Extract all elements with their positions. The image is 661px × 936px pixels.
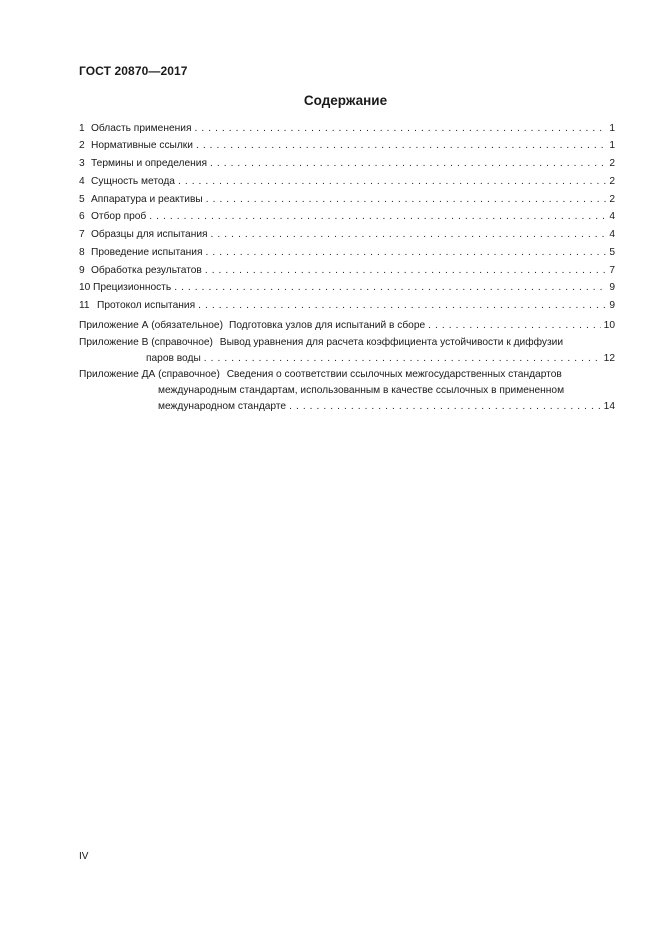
toc-entry-number: 10	[79, 282, 91, 293]
toc-appendix-da-line-2	[158, 385, 564, 397]
toc-title: Содержание	[303, 93, 388, 108]
toc-entry-page: 7	[609, 265, 615, 276]
toc-entry-number: 9	[79, 265, 85, 276]
toc-entry-2[interactable]	[79, 140, 615, 152]
appendix-prefix: Приложение ДА (справочное)	[79, 369, 220, 380]
toc-entry-label: Прецизионность	[93, 282, 172, 293]
toc-entry-number: 3	[79, 158, 85, 169]
toc-entry-number: 1	[79, 123, 85, 134]
appendix-prefix: Приложение А (обязательное)	[79, 320, 223, 331]
toc-entry-8[interactable]	[79, 247, 615, 259]
toc-leader-dots	[174, 282, 606, 294]
toc-entry-page: 4	[609, 211, 615, 222]
appendix-prefix: Приложение В (справочное)	[79, 337, 213, 348]
toc-entry-9[interactable]	[79, 265, 615, 277]
toc-entry-3[interactable]	[79, 158, 615, 170]
toc-entry-page: 1	[609, 140, 615, 151]
toc-entry-5[interactable]	[79, 194, 615, 206]
toc-leader-dots	[198, 300, 606, 312]
toc-entry-number: 7	[79, 229, 85, 240]
toc-entry-label: Отбор проб	[91, 211, 147, 222]
toc-entry-number: 2	[79, 140, 85, 151]
toc-entry-number: 11	[79, 300, 90, 311]
toc-entry-label: Область применения	[91, 123, 192, 134]
toc-entry-page: 9	[609, 282, 615, 293]
toc-entry-page: 2	[609, 158, 615, 169]
toc-leader-dots	[289, 401, 601, 413]
appendix-title: Вывод уравнения для расчета коэффициента устойчивости к диффузии	[219, 337, 564, 348]
toc-leader-dots	[205, 265, 607, 277]
toc-appendix-b-line-2[interactable]	[146, 353, 615, 365]
appendix-title-continuation: международном стандарте	[158, 401, 287, 412]
toc-entry-7[interactable]	[79, 229, 615, 241]
toc-appendix-da-line-1[interactable]	[79, 369, 562, 381]
toc-entry-page: 1	[609, 123, 615, 134]
toc-entry-page: 4	[609, 229, 615, 240]
toc-leader-dots	[178, 176, 606, 188]
toc-entry-page: 2	[609, 176, 615, 187]
toc-leader-dots	[206, 247, 607, 259]
toc-entry-11[interactable]	[79, 300, 615, 312]
toc-entry-1[interactable]	[79, 123, 615, 135]
toc-entry-page: 12	[603, 353, 615, 364]
toc-entry-label: Термины и определения	[91, 158, 207, 169]
toc-entry-label: Обработка результатов	[91, 265, 202, 276]
toc-entry-label: Нормативные ссылки	[91, 140, 193, 151]
toc-entry-number: 8	[79, 247, 85, 258]
toc-entry-page: 9	[609, 300, 615, 311]
toc-entry-page: 2	[609, 194, 615, 205]
toc-entry-number: 6	[79, 211, 85, 222]
document-code: ГОСТ 20870—2017	[79, 64, 188, 78]
toc-entry-4[interactable]	[79, 176, 615, 188]
toc-entry-label: Сущность метода	[91, 176, 175, 187]
toc-entry-label: Образцы для испытания	[91, 229, 208, 240]
toc-entry-number: 5	[79, 194, 85, 205]
toc-leader-dots	[206, 194, 607, 206]
toc-entry-6[interactable]	[79, 211, 615, 223]
toc-entry-page: 10	[603, 320, 615, 331]
page-number: IV	[79, 851, 89, 862]
toc-entry-number: 4	[79, 176, 85, 187]
toc-appendix-b-line-1[interactable]	[79, 337, 563, 349]
toc-entry-label: Проведение испытания	[91, 247, 203, 258]
appendix-title: Сведения о соответствии ссылочных межгосударственных стандартов	[226, 369, 562, 380]
toc-leader-dots	[194, 123, 606, 135]
toc-entry-label: Аппаратура и реактивы	[91, 194, 203, 205]
toc-leader-dots	[204, 353, 601, 365]
toc-leader-dots	[428, 320, 601, 332]
toc-leader-dots	[211, 229, 607, 241]
appendix-title-continuation: международным стандартам, использованным в качестве ссылочных в примененном	[158, 385, 565, 396]
toc-leader-dots	[196, 140, 606, 152]
toc-leader-dots	[210, 158, 606, 170]
toc-appendix-da-line-3[interactable]	[158, 401, 615, 413]
appendix-title: Подготовка узлов для испытаний в сборе	[229, 320, 426, 331]
toc-leader-dots	[149, 211, 606, 223]
appendix-title-continuation: паров воды	[146, 353, 201, 364]
toc-entry-page: 5	[609, 247, 615, 258]
toc-entry-page: 14	[603, 401, 615, 412]
toc-appendix-a[interactable]	[79, 320, 615, 332]
toc-entry-label: Протокол испытания	[97, 300, 196, 311]
toc-entry-10[interactable]	[79, 282, 615, 294]
